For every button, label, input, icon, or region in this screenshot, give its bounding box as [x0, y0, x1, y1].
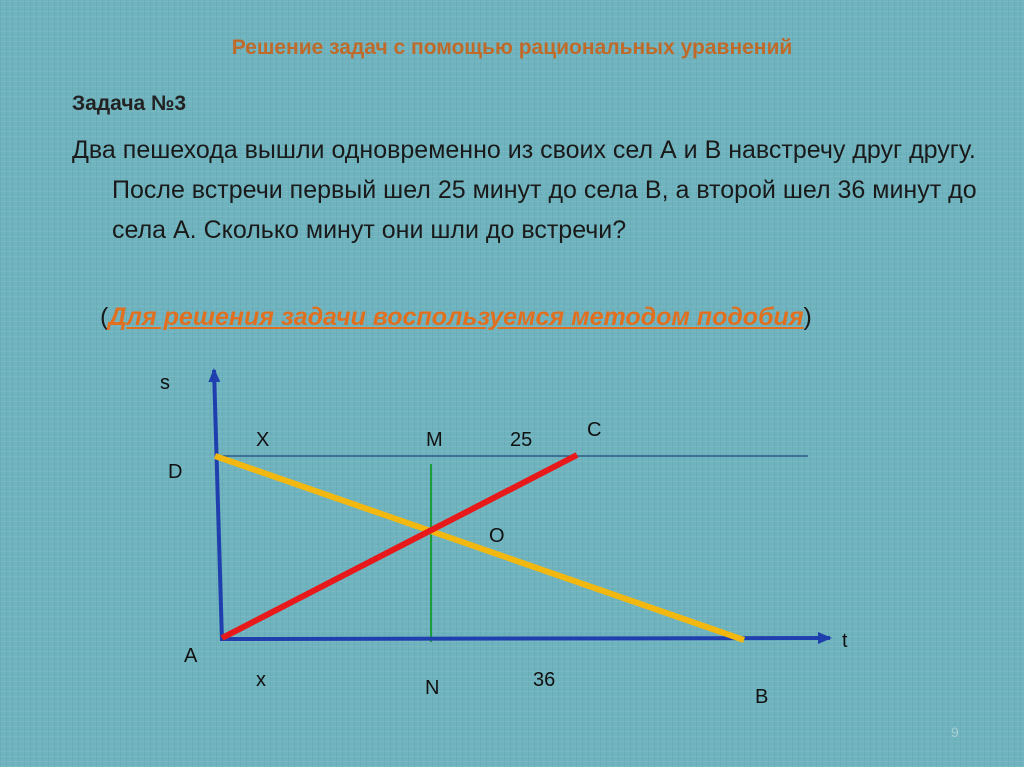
- segment-25-label: 25: [510, 429, 533, 451]
- axis-t-label: t: [842, 630, 848, 652]
- problem-text: Два пешехода вышли одновременно из своих сел А и В навстречу друг другу. После встречи первый шел 25 минут до села В, а второй шел 36 минут до села А. Сколько минут они шли до встречи?: [72, 136, 977, 244]
- s-axis: [214, 370, 222, 641]
- segment-36-label: 36: [533, 669, 556, 691]
- page-number: 9: [951, 724, 959, 740]
- task-label: Задача №3: [72, 92, 187, 115]
- segment-x-lower-label: x: [256, 669, 266, 691]
- slide-title: Решение задач с помощью рациональных уравнений: [231, 36, 793, 59]
- method-hint: Для решения задачи воспользуемся методом подобия: [108, 303, 804, 331]
- point-B-label: B: [755, 686, 769, 708]
- point-C-label: C: [587, 419, 602, 441]
- method-close-paren: ): [803, 303, 812, 331]
- method-open-paren: (: [100, 303, 109, 331]
- segment-X-upper-label: X: [256, 429, 270, 451]
- point-A-label: A: [184, 645, 198, 667]
- point-M-label: M: [426, 429, 443, 451]
- line-AC-first-pedestrian: [222, 455, 577, 638]
- point-O-label: O: [489, 525, 505, 547]
- point-D-label: D: [168, 461, 183, 483]
- point-N-label: N: [425, 677, 440, 699]
- axis-s-label: s: [160, 372, 170, 394]
- line-DB-second-pedestrian: [215, 456, 744, 640]
